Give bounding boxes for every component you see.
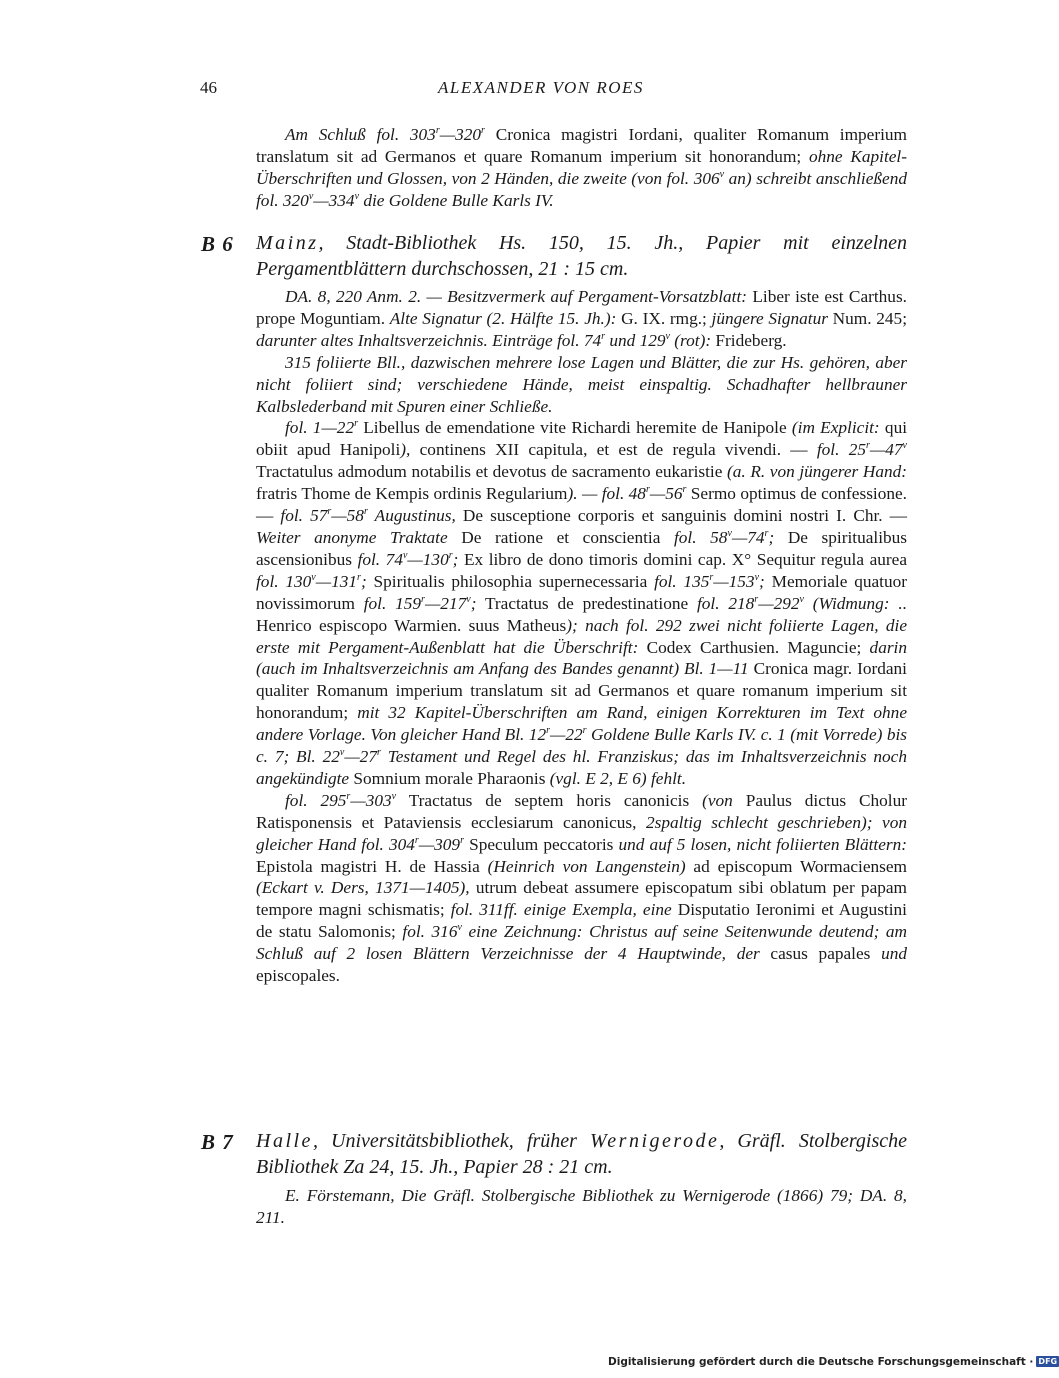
paragraph-provenance: DA. 8, 220 Anm. 2. — Besitzvermerk auf Pergament-Vorsatzblatt: Liber iste est Carthus. prope Moguntiam. Alte Signatur (2. Hälfte 15. Jh.): G. IX. rmg.; jüngere Signatur Num. 245; darunter altes Inhaltsverzeichnis. Einträge fol. 74$^r$ und 129$^v$ (rot): Frideberg. [256, 287, 907, 350]
paragraph-description: 315 foliierte Bll., dazwischen mehrere lose Lagen und Blätter, die zur Hs. gehören, aber nicht foliiert sind; verschiedene Hände, meist einspaltig. Schadhafter hellbrauner Kalbslederband mit Spuren einer Schließe. [256, 352, 907, 416]
entry-heading-b7: Halle, Universitätsbibliothek, früher Wernigerode, Gräfl. Stolbergische Bibliothek Za 24, 15. Jh., Papier 28 : 21 cm. [256, 1130, 907, 1178]
paragraph-contents: fol. 1—22$^r$ Libellus de emendatione vite Richardi heremite de Hanipole (im Explicit: qui obiit apud Hanipoli), continens XII capitula, et est de regula vivendi. — fol. 25$^r$—47$^v$ Tractatulus admodum notabilis et devotus de sacramento eukaristie (a. R. von jüngerer Hand: fratris Thome de Kempis ordinis Regularium). — fol. 48$^r$—56$^r$ Sermo optimus de confessione. — fol. 57$^r$—58$^r$ Augustinus, De susceptione corporis et sanguinis domini nostri I. Chr. — Weiter anonyme Traktate De ratione et conscientia fol. 58$^v$—74$^r$; De spiritualibus ascensionibus fol. 74$^v$—130$^r$; Ex libro de dono timoris domini cap. X° Sequitur regula aurea fol. 130$^v$—131$^r$; Spiritualis philosophia supernecessaria fol. 135$^r$—153$^v$; Memoriale quatuor novissimorum fol. 159$^r$—217$^v$; Tractatus de predestinatione fol. 218$^r$—292$^v$ (Widmung: .. Henrico espiscopo Warmien. suus Matheus); nach fol. 292 zwei nicht foliierte Lagen, die erste mit Pergament-Außenblatt hat die Überschrift: Codex Carthusien. Maguncie; darin (auch im Inhaltsverzeichnis am Anfang des Bandes genannt) Bl. 1—11 Cronica magr. Iordani qualiter Romanum imperium translatum sit ad Germanos et quare romanum imperium sit honorandum; mit 32 Kapitel-Überschriften am Rand, einigen Korrekturen im Text ohne andere Vorlage. Von gleicher Hand Bl. 12$^r$—22$^r$ Goldene Bulle Karls IV. c. 1 (mit Vorrede) bis c. 7; Bl. 22$^v$—27$^r$ Testament und Regel des hl. Franziskus; das im Inhaltsverzeichnis noch angekündigte Somnium morale Pharaonis (vgl. E 2, E 6) fehlt. [256, 418, 908, 788]
page-number: 46 [200, 78, 217, 97]
entry-label-b6: B 6 [201, 232, 234, 256]
dfg-logo: DFG [1038, 1357, 1058, 1366]
entry-body-b6 [256, 286, 907, 987]
dfg-footer: Digitalisierung gefördert durch die Deutsche Forschungsgemeinschaft · DFG [608, 1356, 1058, 1368]
intro-paragraph: Am Schluß fol. 303$^r$—320$^r$ Cronica magistri Iordani, qualiter Romanum imperium translatum sit ad Germanos et quare Romanum imperium sit honorandum; ohne Kapitel-Überschriften und Glossen, von 2 Händen, die zweite (von fol. 306$^v$ an) schreibt anschließend fol. 320$^v$—334$^v$ die Goldene Bulle Karls IV. [256, 125, 908, 210]
entry-label-b7: B 7 [201, 1130, 234, 1154]
paragraph-literature: E. Förstemann, Die Gräfl. Stolbergische Bibliothek zu Wernigerode (1866) 79; DA. 8, 211. [256, 1186, 907, 1227]
running-head [0, 78, 1000, 100]
entry-body-b7 [256, 1185, 907, 1229]
entry-heading-b6: Mainz, Stadt-Bibliothek Hs. 150, 15. Jh., Papier mit einzelnen Pergamentblättern durchschossen, 21 : 15 cm. [256, 232, 907, 280]
running-title: ALEXANDER VON ROES [438, 78, 644, 97]
paragraph-contents-2: fol. 295$^r$—303$^v$ Tractatus de septem horis canonicis (von Paulus dictus Cholur Ratisponensis et Pataviensis ecclesiarum canonicus, 2spaltig schlecht geschrieben); von gleicher Hand fol. 304$^r$—309$^r$ Speculum peccatoris und auf 5 losen, nicht foliierten Blättern: Epistola magistri H. de Hassia (Heinrich von Langenstein) ad episcopum Wormaciensem (Eckart v. Ders, 1371—1405), utrum debeat assumere episcopatum sibi oblatum per papam tempore magni schismatis; fol. 311ff. einige Exempla, eine Disputatio Ieronimi et Augustini de statu Salomonis; fol. 316$^v$ eine Zeichnung: Christus auf seine Seitenwunde deutend; am Schluß auf 2 losen Blättern Verzeichnisse der 4 Hauptwinde, der casus papales und episcopales. [256, 790, 908, 986]
